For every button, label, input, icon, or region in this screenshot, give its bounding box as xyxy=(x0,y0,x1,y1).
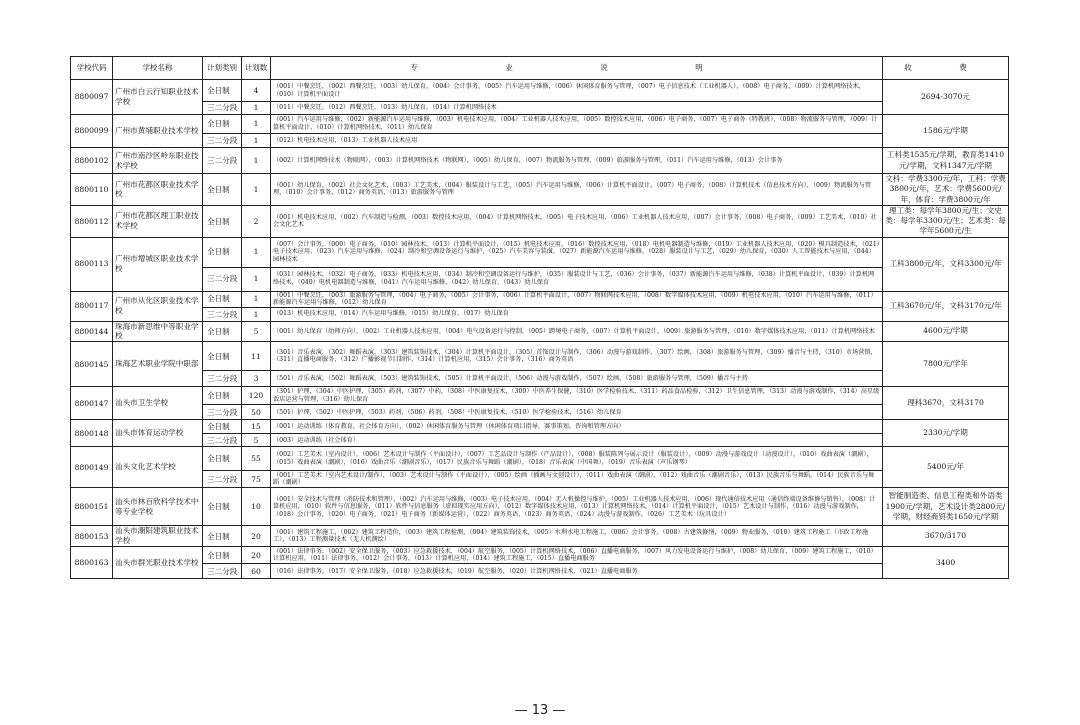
school-name: 广州市增城区职业技术学校 xyxy=(113,237,203,291)
major-description: （001）工艺美术（室内艺术设计/制作），（003）艺术设计与制作（平面设计），（005）绘画（插画与文创设计），（011）戏曲表演（潮剧），（012）戏曲音乐（潮剧音乐），（013）民族音乐与舞蹈，（014）民族音乐与舞蹈（潮剧） xyxy=(271,471,883,488)
plan-count: 3 xyxy=(242,371,271,387)
major-description: （003）运动训练（社会体育） xyxy=(271,434,883,447)
major-description: （031）园林技术，（032）电子商务，（033）机电技术应用，（034）制冷和空调设备运行与维护，（035）服装设计与工艺，（036）会计事务，（037）新能源汽车运用与维修，（038）计算机平面设计，（039）计算机网络技术，（040）电机电器制造与维修，（041）汽车运用与维修，（042）幼儿保育，（043）幼儿保育 xyxy=(271,267,883,291)
table-row xyxy=(71,102,1009,115)
school-fee: 智能制造类、信息工程类和外语类1900元/学期，艺术设计类2800元/学期，财经商贸类1650元/学期 xyxy=(883,488,1009,526)
school-name: 广州市花都区职业技术学校 xyxy=(113,174,203,206)
school-code: 8800148 xyxy=(71,420,113,447)
plan-count: 5 xyxy=(242,434,271,447)
table-body xyxy=(71,80,1009,579)
plan-count: 1 xyxy=(242,134,271,148)
school-code: 8800151 xyxy=(71,488,113,526)
plan-count: 4 xyxy=(242,80,271,102)
table-row xyxy=(71,526,1009,547)
header-fee: 收 费 xyxy=(883,57,1009,80)
page-number: — 13 — xyxy=(514,703,566,718)
school-fee: 文科：学费3300元/年，工科：学费3800元/年，艺术：学费5600元/年，体育：学费3800元/年 xyxy=(883,174,1009,206)
header-plan-count: 计划数 xyxy=(242,57,271,80)
school-fee: 3670/3170 xyxy=(883,526,1009,547)
table-row xyxy=(71,80,1009,102)
header-school-name: 学校名称 xyxy=(113,57,203,80)
major-description: （013）机电技术应用，（014）汽车运用与维修，（015）幼儿保育，（017）幼儿保育 xyxy=(271,307,883,321)
table-row xyxy=(71,488,1009,526)
table-row xyxy=(71,471,1009,488)
table-row xyxy=(71,371,1009,387)
school-fee: 2694-3070元 xyxy=(883,80,1009,115)
plan-type: 全日制 xyxy=(203,80,242,102)
table-row xyxy=(71,547,1009,564)
plan-type: 全日制 xyxy=(203,321,242,342)
major-description: （002）计算机网络技术（物联网），（003）计算机网络技术（物联网），（005）幼儿保育，（007）物流服务与管理，（009）旅游服务与管理，（011）汽车运用与维修，（013）会计事务 xyxy=(271,148,883,174)
plan-type: 全日制 xyxy=(203,547,242,564)
school-code: 8800117 xyxy=(71,291,113,321)
plan-count: 1 xyxy=(242,237,271,267)
school-fee: 工科类1535元/学期，教育类1410元/学期，文科1347元/学期 xyxy=(883,148,1009,174)
major-description: （001）汽车运用与维修，（002）新能源汽车运用与维修，（003）机电技术应用，（004）工业机器人技术应用，（005）数控技术应用，（006）电子商务，（007）电子商务（特教班），（008）物流服务与管理，（009）计算机平面设计，（010）计算机网络技术，（011）幼儿保育 xyxy=(271,115,883,134)
major-description: （007）会计事务，（009）电子商务，（010）园林技术，（013）计算机平面设计，（015）机电技术应用，（016）数控技术应用，（018）电机电器制造与维修，（019）工业机器人技术应用，（020）模具制造技术，（021）电子技术应用，（023）汽车运用与维修，（024）制冷和空调设备运行与维护，（025）汽车美容与装潢，（027）新能源汽车运用与维修，（028）服装设计与工艺，（029）幼儿保育，（030）人工智能技术与应用，（044）园林技术 xyxy=(271,237,883,267)
plan-type: 三二分段 xyxy=(203,148,242,174)
table-row xyxy=(71,321,1009,342)
school-name: 珠海市新思维中等职业学校 xyxy=(113,321,203,342)
plan-type: 全日制 xyxy=(203,488,242,526)
table-row xyxy=(71,134,1009,148)
plan-type: 全日制 xyxy=(203,115,242,134)
plan-type: 三二分段 xyxy=(203,564,242,579)
table-row xyxy=(71,307,1009,321)
plan-count: 1 xyxy=(242,291,271,307)
school-name: 汕头文化艺术学校 xyxy=(113,447,203,488)
header-major-description: 专 业 说 明 xyxy=(271,57,883,80)
plan-count: 55 xyxy=(242,447,271,471)
plan-count: 50 xyxy=(242,405,271,420)
school-name: 汕头市卫生学校 xyxy=(113,387,203,420)
plan-type: 全日制 xyxy=(203,447,242,471)
school-fee: 1586元/学期 xyxy=(883,115,1009,148)
school-code: 8800113 xyxy=(71,237,113,291)
table-row xyxy=(71,447,1009,471)
table-row xyxy=(71,205,1009,237)
table-row xyxy=(71,564,1009,579)
table-row xyxy=(71,148,1009,174)
plan-type: 三二分段 xyxy=(203,405,242,420)
school-name: 汕头市潮阳建筑职业技术学校 xyxy=(113,526,203,547)
plan-count: 20 xyxy=(242,547,271,564)
school-name: 汕头市林百欣科学技术中等专业学校 xyxy=(113,488,203,526)
school-code: 8800149 xyxy=(71,447,113,488)
major-description: （001）幼儿保育（幼师方向），（002）工业机器人技术应用，（004）电气设备运行与控制，（005）跨境电子商务，（007）计算机平面设计，（009）旅游服务与管理，（010）数字媒体技术应用，（011）计算机网络技术 xyxy=(271,321,883,342)
plan-count: 2 xyxy=(242,205,271,237)
major-description: （016）法律事务，（017）安全保卫服务，（018）应急救援技术，（019）航空服务，（020）计算机网络技术，（021）直播电商服务 xyxy=(271,564,883,579)
plan-type: 全日制 xyxy=(203,342,242,371)
plan-count: 5 xyxy=(242,321,271,342)
plan-type: 全日制 xyxy=(203,174,242,206)
plan-count: 20 xyxy=(242,526,271,547)
school-fee: 5400元/年 xyxy=(883,447,1009,488)
table-row xyxy=(71,267,1009,291)
plan-count: 10 xyxy=(242,488,271,526)
plan-type: 三二分段 xyxy=(203,307,242,321)
plan-type: 全日制 xyxy=(203,420,242,434)
major-description: （501）音乐表演，（502）舞蹈表演，（503）建筑装饰技术，（505）计算机平面设计，（506）动漫与游戏制作，（507）绘画，（508）旅游服务与管理，（509）播音与主持 xyxy=(271,371,883,387)
plan-count: 1 xyxy=(242,267,271,291)
table-row xyxy=(71,420,1009,434)
school-name: 汕头市群光职业技术学校 xyxy=(113,547,203,579)
plan-type: 全日制 xyxy=(203,291,242,307)
plan-count: 15 xyxy=(242,420,271,434)
plan-type: 全日制 xyxy=(203,205,242,237)
school-name: 广州市黄埔职业技术学校 xyxy=(113,115,203,148)
school-code: 8800163 xyxy=(71,547,113,579)
major-description: （001）中餐烹饪，（002）西餐烹饪，（003）幼儿保育，（004）会计事务，（005）汽车运用与维修，（006）休闲体育服务与管理，（007）电子信息技术（工业机器人），（008）电子商务，（009）计算机网络技术，（010）计算机平面设计 xyxy=(271,80,883,102)
major-description: （001）运动训练（体育教育，社会体育方向），（002）休闲体育服务与管理（休闲体育项目指导，赛事策划，咨询和管理方向） xyxy=(271,420,883,434)
table-row xyxy=(71,237,1009,267)
school-fee: 理科3670，文科3170 xyxy=(883,387,1009,420)
table-row xyxy=(71,291,1009,307)
plan-count: 1 xyxy=(242,174,271,206)
plan-count: 1 xyxy=(242,115,271,134)
school-code: 8800147 xyxy=(71,387,113,420)
plan-count: 1 xyxy=(242,307,271,321)
school-code: 8800097 xyxy=(71,80,113,115)
admissions-table xyxy=(70,56,1009,579)
school-name: 广州市南沙区岭东职业技术学校 xyxy=(113,148,203,174)
plan-count: 120 xyxy=(242,387,271,405)
major-description: （501）护理，（502）中医护理，（503）药剂，（506）药剂，（508）中医康复技术，（510）医学检验技术，（516）幼儿保育 xyxy=(271,405,883,420)
major-description: （301）护理，（304）中医护理，（305）药剂，（307）中药，（308）中医康复技术，（309）中医养生保健，（310）医学检验技术，（311）药品食品检验，（312）卫生信息管理，（313）动漫与游戏制作，（314）高星级饭店运营与管理，（316）幼儿保育 xyxy=(271,387,883,405)
header-plan-type: 计划类别 xyxy=(203,57,242,80)
major-description: （012）机电技术应用，（013）工业机器人技术应用 xyxy=(271,134,883,148)
header-school-code: 学校代码 xyxy=(71,57,113,80)
school-name: 广州市从化区职业技术学校 xyxy=(113,291,203,321)
table-row xyxy=(71,174,1009,206)
school-code: 8800102 xyxy=(71,148,113,174)
table-row xyxy=(71,434,1009,447)
plan-type: 三二分段 xyxy=(203,471,242,488)
plan-count: 75 xyxy=(242,471,271,488)
major-description: （301）音乐表演，（302）舞蹈表演，（303）建筑装饰技术，（304）计算机平面设计，（305）首饰设计与制作，（306）动漫与游戏制作，（307）绘画，（308）旅游服务与管理，（309）播音与主持，（310）市场营销，（311）直播电商服务，（312）广播影视节目制作，（314）计算机应用，（315）会计事务，（316）商务英语 xyxy=(271,342,883,371)
table-row xyxy=(71,387,1009,405)
school-code: 8800112 xyxy=(71,205,113,237)
major-description: （001）机电技术应用，（002）汽车制造与检测，（003）数控技术应用，（004）计算机网络技术，（005）电子技术应用，（006）工业机器人技术应用，（007）会计事务，（008）电子商务，（009）工艺美术，（010）社会文化艺术 xyxy=(271,205,883,237)
plan-count: 60 xyxy=(242,564,271,579)
major-description: （001）建筑工程施工，（002）建筑工程造价，（003）建筑工程检测，（004）建筑装饰技术，（005）水利水电工程施工，（006）会计事务，（008）古建筑修缮，（009）物业服务，（010）建筑工程施工（市政工程施工），（013）工程测量技术（无人机测绘） xyxy=(271,526,883,547)
school-name: 珠海艺术职业学院中职部 xyxy=(113,342,203,387)
major-description: （001）法律事务，（002）安全保卫服务，（003）应急救援技术，（004）航空服务，（005）计算机网络技术，（006）直播电商服务，（007）风力发电设备运行与维护，（008）幼儿保育，（009）建筑工程施工，（010）计算机应用，（011）法律事务，（012）会计事务，（013）计算机应用，（014）建筑工程施工，（015）直播电商服务 xyxy=(271,547,883,564)
plan-type: 三二分段 xyxy=(203,134,242,148)
plan-type: 全日制 xyxy=(203,237,242,267)
plan-type: 全日制 xyxy=(203,387,242,405)
school-name: 广州市白云行知职业技术学校 xyxy=(113,80,203,115)
school-fee: 工科3800元/年，文科3300元/年 xyxy=(883,237,1009,291)
table-row xyxy=(71,405,1009,420)
major-description: （001）中餐烹饪，（003）旅游服务与管理，（004）电子商务，（005）会计事务，（006）计算机平面设计，（007）物联网技术应用，（008）数字媒体技术应用，（009）机电技术应用，（010）汽车运用与维修，（011）新能源汽车运用与维修，（012）幼儿保育 xyxy=(271,291,883,307)
plan-count: 11 xyxy=(242,342,271,371)
school-fee: 7800元/学年 xyxy=(883,342,1009,387)
school-code: 8800110 xyxy=(71,174,113,206)
major-description: （002）工艺美术（室内设计），（006）艺术设计与制作（平面设计），（007）工艺品设计与制作（产品设计），（008）服装陈列与展示设计（服装设计），（009）动漫与游戏设计（动漫设计），（010）戏曲表演（潮剧），（015）戏曲表演（潮剧），（016）戏曲音乐（潮剧音乐），（017）民族音乐与舞蹈（潮剧），（018）音乐表演（中国舞），（019）音乐表演（声乐钢琴） xyxy=(271,447,883,471)
plan-type: 全日制 xyxy=(203,526,242,547)
major-description: （001）幼儿保育，（002）社会文化艺术，（003）工艺美术，（004）服装设计与工艺，（005）汽车运用与维修，（006）计算机平面设计，（007）电子商务，（008）计算机技术（信息技术方向），（009）物流服务与管理，（010）会计事务，（012）商务英语，（013）旅游服务与管理 xyxy=(271,174,883,206)
table-row xyxy=(71,115,1009,134)
school-code: 8800153 xyxy=(71,526,113,547)
table-row xyxy=(71,342,1009,371)
plan-type: 三二分段 xyxy=(203,102,242,115)
school-code: 8800144 xyxy=(71,321,113,342)
school-code: 8800099 xyxy=(71,115,113,148)
plan-type: 三二分段 xyxy=(203,267,242,291)
plan-count: 1 xyxy=(242,102,271,115)
school-fee: 3400 xyxy=(883,547,1009,579)
school-name: 汕头市体育运动学校 xyxy=(113,420,203,447)
major-description: （011）中餐烹饪，（012）西餐烹饪，（013）幼儿保育，（014）计算机网络技术 xyxy=(271,102,883,115)
school-name: 广州市花都区理工职业技术学校 xyxy=(113,205,203,237)
major-description: （001）安全技术与管理（消防技术和管理），（002）汽车运用与维修，（003）电子技术应用，（004）无人机操控与维护，（005）工业机器人技术应用，（006）现代通信技术应用（通信终端设备维修与销售），（008）计算机应用，（010）软件与信息服务，（011）软件与信息服务（虚拟现实应用方向），（012）数字媒体技术应用，（013）计算机网络技术，（014）计算机平面设计，（015）艺术设计与制作，（016）动漫与游戏制作，（018）会计事务，（020）电子商务，（021）电子商务（新媒体运营），（022）商务英语，（023）商务英语，（024）动漫与游戏制作，（026）工艺美术（玩具设计） xyxy=(271,488,883,526)
school-code: 8800145 xyxy=(71,342,113,387)
table-header xyxy=(71,57,1009,80)
school-fee: 理工类：每学年3800元/生；文史类：每学年3300元/生；艺术类：每学年5600元/生 xyxy=(883,205,1009,237)
plan-type: 三二分段 xyxy=(203,434,242,447)
school-fee: 2330元/学期 xyxy=(883,420,1009,447)
plan-count: 1 xyxy=(242,148,271,174)
school-fee: 工科3670元/年，文科3170元/年 xyxy=(883,291,1009,321)
plan-type: 三二分段 xyxy=(203,371,242,387)
school-fee: 4600元/学期 xyxy=(883,321,1009,342)
